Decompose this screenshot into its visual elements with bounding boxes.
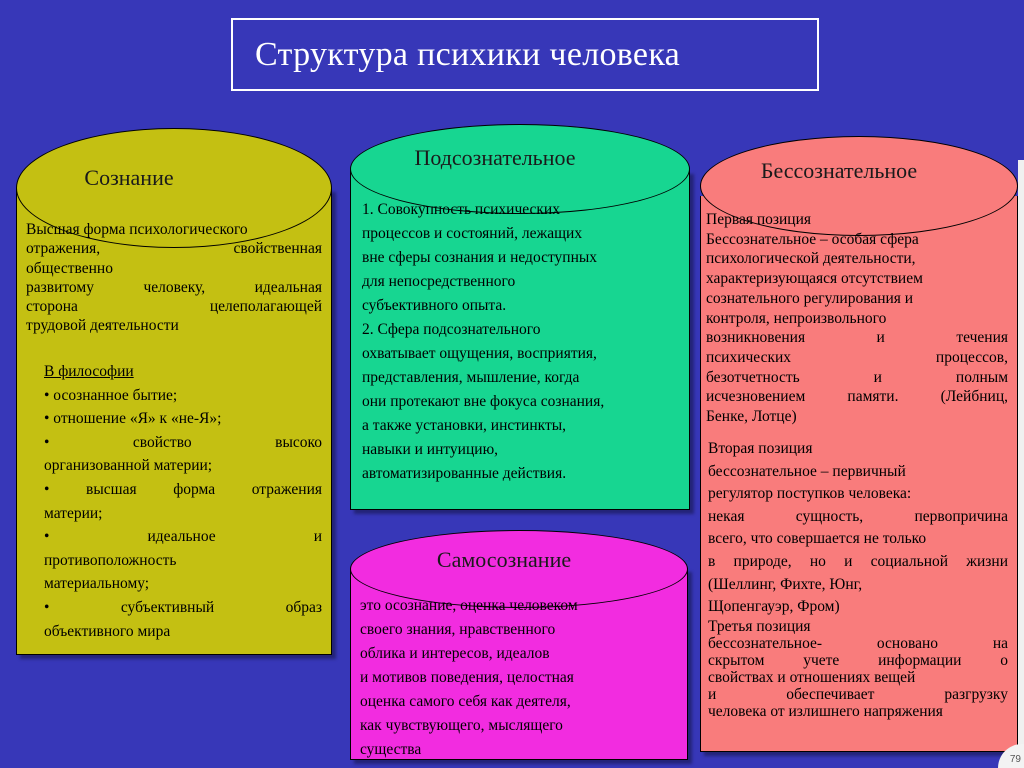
text-line: вне сферы сознания и недоступных: [362, 249, 598, 266]
text-line: Первая позиция: [706, 211, 812, 228]
self-awareness-cylinder: [350, 530, 688, 760]
text-line: • осознанное бытие;: [44, 386, 178, 404]
self-awareness-text: [360, 594, 680, 762]
text-line: Вторая позиция: [708, 440, 813, 457]
title-box: [231, 18, 819, 91]
text-line: • высшая форма отражения: [44, 480, 322, 498]
text-line: охватывает ощущения, восприятия,: [362, 345, 597, 362]
text-line: • субъективный образ: [44, 598, 322, 616]
text-line: а также установки, инстинкты,: [362, 417, 567, 434]
text-line: • отношение «Я» к «не-Я»;: [44, 410, 222, 428]
text-line: возникновения и течения: [706, 329, 1008, 347]
self-awareness-heading: Самосознание: [436, 547, 572, 572]
text-line: объективного мира: [44, 622, 171, 640]
text-line: развитому человеку, идеальная: [26, 278, 322, 296]
page-number: 79: [998, 744, 1024, 768]
text-line: противоположность: [44, 551, 177, 569]
slide-title: Структура психики человека: [255, 35, 681, 73]
unconscious-position-1: [706, 210, 1008, 427]
text-line: свойствах и отношениях вещей: [708, 669, 916, 686]
slide-edge-strip: [1018, 160, 1024, 760]
text-line: и мотивов поведения, целостная: [360, 669, 574, 686]
text-line: психических процессов,: [706, 348, 1008, 366]
subconscious-cylinder: [350, 124, 690, 510]
text-line: оценка самого себя как деятеля,: [360, 693, 571, 710]
text-line: (Шеллинг, Фихте, Юнг,: [708, 575, 863, 593]
text-line: отражения, свойственная: [26, 240, 322, 258]
text-line: процессов и состояний, лежащих: [362, 225, 583, 242]
text-line: Третья позиция: [708, 618, 811, 635]
unconscious-position-2: [708, 438, 1008, 619]
text-line: • свойство высоко: [44, 433, 322, 451]
text-line: сторона целеполагающей: [26, 298, 322, 316]
consciousness-philosophy: [44, 360, 322, 643]
text-line: они протекают вне фокуса сознания,: [362, 393, 605, 410]
text-line: как чувствующего, мыслящего: [360, 717, 563, 734]
text-line: для непосредственного: [362, 273, 516, 290]
text-line: Бенке, Лотце): [706, 408, 797, 426]
text-line: характеризующаяся отсутствием: [706, 270, 923, 288]
philosophy-label: В философии: [44, 363, 134, 380]
subconscious-heading: Подсознательное: [414, 145, 576, 170]
text-line: облика и интересов, идеалов: [360, 645, 550, 662]
text-line: представления, мышление, когда: [362, 369, 580, 386]
text-line: в природе, но и социальной жизни: [708, 552, 1008, 570]
text-line: некая сущность, первопричина: [708, 507, 1008, 525]
text-line: и обеспечивает разгрузку: [708, 686, 1008, 703]
unconscious-position-3: [708, 618, 1008, 720]
unconscious-cylinder: [700, 136, 1018, 752]
text-line: общественно: [26, 259, 113, 277]
text-line: автоматизированные действия.: [362, 465, 567, 482]
unconscious-heading: Бессознательное: [760, 158, 918, 183]
consciousness-cylinder: [16, 128, 332, 655]
consciousness-heading: Сознание: [84, 165, 174, 190]
text-line: • идеальное и: [44, 528, 322, 546]
text-line: Бессознательное – особая сфера: [706, 230, 919, 248]
text-line: человека от излишнего напряжения: [708, 703, 943, 720]
text-line: бессознательное- основано на: [708, 635, 1008, 652]
text-line: материальному;: [44, 575, 150, 593]
text-line: скрытом учете информации о: [708, 652, 1008, 669]
text-line: существа: [360, 741, 422, 758]
text-line: контроля, непроизвольного: [706, 309, 887, 327]
text-line: 1. Совокупность психических: [362, 201, 560, 218]
text-line: навыки и интуицию,: [362, 441, 499, 458]
text-line: материи;: [44, 504, 103, 522]
text-line: Высшая форма психологического: [26, 221, 248, 238]
text-line: всего, что совершается не только: [708, 530, 927, 548]
text-line: трудовой деятельности: [26, 317, 179, 335]
consciousness-definition: [26, 220, 322, 336]
text-line: организованной материи;: [44, 457, 213, 475]
text-line: безотчетность и полным: [706, 368, 1008, 386]
text-line: регулятор поступков человека:: [708, 485, 912, 503]
text-line: исчезновением памяти. (Лейбниц,: [706, 388, 1008, 406]
text-line: это осознание, оценка человеком: [360, 597, 578, 614]
text-line: субъективного опыта.: [362, 297, 507, 314]
text-line: сознательного регулирования и: [706, 289, 914, 307]
text-line: Щопенгауэр, Фром): [708, 598, 840, 616]
text-line: психологической деятельности,: [706, 250, 916, 268]
text-line: 2. Сфера подсознательного: [362, 321, 541, 338]
subconscious-text: [362, 198, 680, 486]
text-line: своего знания, нравственного: [360, 621, 556, 638]
text-line: бессознательное – первичный: [708, 462, 906, 480]
